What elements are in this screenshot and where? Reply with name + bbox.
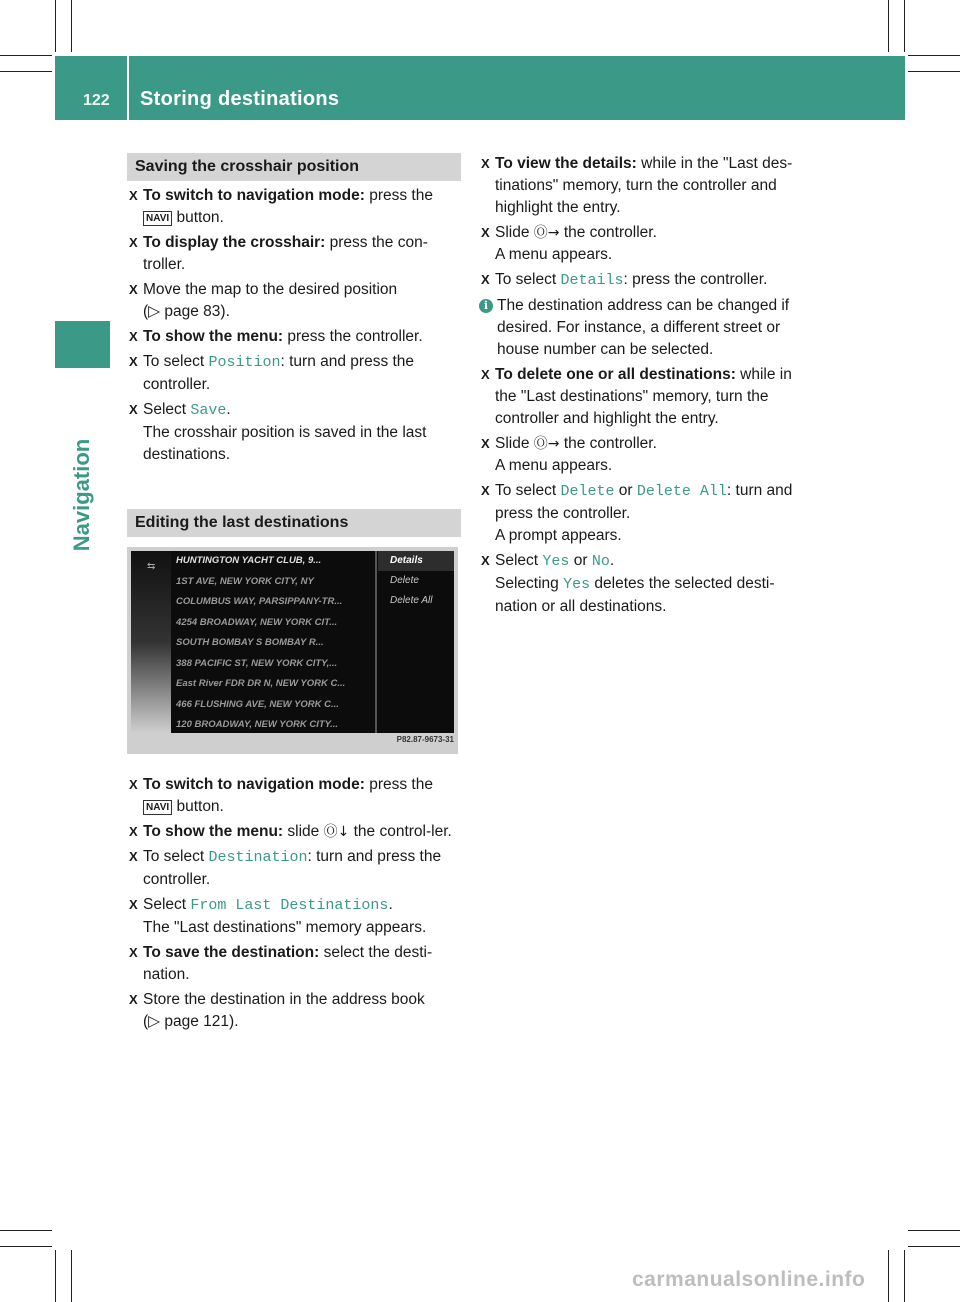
step-text: press the: [364, 187, 433, 204]
right-column: [479, 153, 814, 621]
crop-mark: [55, 1250, 56, 1302]
step-text: To select: [143, 848, 209, 865]
step-item: [127, 326, 461, 348]
step-text: the controller.: [559, 224, 657, 241]
step-arrow-icon: X: [481, 367, 490, 382]
destination-entry: 466 FLUSHING AVE, NEW YORK C...: [176, 698, 339, 710]
step-item: [127, 351, 461, 396]
crop-mark: [71, 1250, 72, 1302]
step-item: [479, 433, 814, 477]
controller-slide-right-icon: Ⓞ→: [533, 225, 560, 241]
step-text: the control-ler.: [349, 823, 452, 840]
step-text: select the desti-nation.: [143, 944, 433, 983]
step-item: [127, 279, 461, 323]
step-text: press the con-troller.: [143, 234, 428, 273]
step-bold: To switch to navigation mode:: [143, 776, 365, 793]
section-heading: Saving the crosshair position: [127, 153, 461, 181]
step-item: [127, 185, 461, 229]
step-bold: To delete one or all destinations:: [495, 366, 736, 383]
step-arrow-icon: X: [129, 282, 138, 297]
page-number: 122: [83, 92, 110, 109]
step-text: press the controller.: [283, 328, 423, 345]
step-bold: To show the menu:: [143, 328, 284, 345]
watermark: carmanualsonline.info: [632, 1268, 866, 1291]
step-arrow-icon: X: [129, 188, 138, 203]
step-text: or: [614, 482, 637, 499]
menu-term: Destination: [208, 849, 308, 866]
step-item: [479, 153, 814, 219]
controller-slide-right-icon: Ⓞ→: [533, 436, 560, 452]
step-arrow-icon: X: [481, 156, 490, 171]
menu-term: Delete: [560, 483, 615, 500]
step-item: [127, 989, 461, 1033]
step-result: A menu appears.: [495, 457, 613, 474]
step-text: To select: [495, 482, 561, 499]
step-item: [127, 846, 461, 891]
controller-slide-down-icon: Ⓞ↓: [323, 824, 350, 840]
crop-mark: [888, 0, 889, 52]
step-text: .: [226, 401, 231, 418]
step-text: To select: [143, 353, 209, 370]
step-text: while in the "Last des-tinations" memory, turn the controller and highlight the entry.: [495, 155, 793, 216]
crop-mark: [908, 1230, 960, 1231]
destination-entry: COLUMBUS WAY, PARSIPPANY-TR...: [176, 596, 343, 607]
destination-list: [176, 551, 376, 733]
menu-term: From Last Destinations: [190, 897, 389, 914]
header-divider: [127, 56, 129, 120]
step-text: Select: [143, 896, 191, 913]
menu-term: Yes: [542, 553, 570, 570]
step-arrow-icon: X: [129, 402, 138, 417]
step-item: [127, 399, 461, 466]
step-text: Slide: [495, 224, 534, 241]
destination-entry: HUNTINGTON YACHT CLUB, 9...: [176, 555, 322, 566]
step-text: or: [569, 552, 592, 569]
destination-entry: 4254 BROADWAY, NEW YORK CIT...: [176, 616, 338, 628]
step-item: [479, 550, 814, 618]
destination-entry: East River FDR DR N, NEW YORK C...: [176, 678, 346, 689]
chapter-label: Navigation: [69, 438, 94, 552]
step-text: button.: [172, 209, 224, 226]
navi-button-icon: NAVI: [143, 800, 172, 815]
step-bold: To show the menu:: [143, 823, 284, 840]
step-arrow-icon: X: [129, 235, 138, 250]
crop-mark: [908, 71, 960, 72]
step-item: [479, 364, 814, 430]
crop-mark: [904, 1250, 905, 1302]
step-arrow-icon: X: [129, 849, 138, 864]
menu-term: Yes: [563, 576, 591, 593]
step-text: To select: [495, 271, 561, 288]
step-result: The "Last destinations" memory appears.: [143, 919, 427, 936]
crop-mark: [888, 1250, 889, 1302]
step-text: slide: [283, 823, 320, 840]
crop-mark: [71, 0, 72, 52]
step-bold: To save the destination:: [143, 944, 320, 961]
step-item: [127, 774, 461, 818]
menu-term: Position: [208, 354, 281, 371]
step-text: Slide: [495, 435, 534, 452]
screen-separator: [375, 551, 377, 733]
step-arrow-icon: X: [481, 483, 490, 498]
step-text: while in the "Last destinations" memory, turn the controller and highlight the entry.: [495, 366, 792, 427]
step-arrow-icon: X: [129, 945, 138, 960]
step-result: Selecting: [495, 575, 564, 592]
note-text: The destination address can be changed if desired. For instance, a different street or house number can be selected.: [497, 297, 790, 358]
step-bold: To switch to navigation mode:: [143, 187, 365, 204]
page-reference: (▷ page 83).: [143, 303, 230, 320]
step-item: [479, 480, 814, 547]
screen-gradient-strip: [131, 551, 171, 733]
crop-mark: [0, 55, 52, 56]
menu-item-delete: Delete: [390, 575, 419, 586]
section-heading: Editing the last destinations: [127, 509, 461, 537]
step-text: : turn and press the controller.: [143, 848, 442, 888]
step-result: A menu appears.: [495, 246, 613, 263]
crop-mark: [55, 0, 56, 52]
step-text: the controller.: [559, 435, 657, 452]
step-text: Select: [143, 401, 191, 418]
menu-item-details: Details: [378, 551, 454, 571]
info-icon: i: [479, 299, 493, 313]
menu-item-delete-all: Delete All: [390, 595, 433, 606]
step-arrow-icon: X: [129, 824, 138, 839]
back-icon: ⇆: [147, 561, 156, 572]
step-item: [127, 232, 461, 276]
info-note: [479, 295, 814, 361]
navi-button-icon: NAVI: [143, 211, 172, 226]
step-item: [127, 942, 461, 986]
menu-term: Details: [560, 272, 624, 289]
step-result: The crosshair position is saved in the last destinations.: [143, 424, 427, 463]
page-reference: (▷ page 121).: [143, 1013, 239, 1030]
menu-term: No: [591, 553, 610, 570]
step-text: button.: [172, 798, 224, 815]
chapter-tab: [55, 321, 110, 368]
step-text: press the: [364, 776, 433, 793]
image-code: P82.87-9673-31: [396, 735, 454, 744]
step-text: .: [609, 552, 615, 569]
step-item: [479, 269, 814, 292]
step-arrow-icon: X: [129, 329, 138, 344]
screen-illustration: [127, 547, 458, 754]
screen-display: [131, 551, 454, 733]
step-bold: To display the crosshair:: [143, 234, 326, 251]
destination-entry: 388 PACIFIC ST, NEW YORK CITY,...: [176, 657, 338, 669]
destination-entry: SOUTH BOMBAY S BOMBAY R...: [176, 637, 324, 648]
crop-mark: [908, 1246, 960, 1247]
step-arrow-icon: X: [129, 897, 138, 912]
step-result: A prompt appears.: [495, 527, 622, 544]
menu-term: Delete All: [636, 483, 727, 500]
destination-entry: 1ST AVE, NEW YORK CITY, NY: [176, 575, 314, 587]
step-text: Move the map to the desired position: [143, 281, 398, 298]
step-text: Select: [495, 552, 543, 569]
step-item: [127, 894, 461, 939]
step-item: [127, 821, 461, 843]
crop-mark: [908, 55, 960, 56]
step-text: : press the controller.: [623, 271, 768, 288]
step-arrow-icon: X: [481, 553, 490, 568]
step-text: : turn and press the controller.: [143, 353, 415, 393]
step-arrow-icon: X: [129, 354, 138, 369]
step-arrow-icon: X: [129, 777, 138, 792]
page-title: Storing destinations: [140, 88, 340, 110]
crop-mark: [0, 1230, 52, 1231]
screen-menu: [378, 551, 454, 611]
crop-mark: [0, 71, 52, 72]
destination-entry: 120 BROADWAY, NEW YORK CITY...: [176, 719, 339, 730]
step-text: Store the destination in the address book: [143, 991, 425, 1008]
step-text: : turn and press the controller.: [495, 482, 793, 522]
step-text: .: [388, 896, 393, 913]
crop-mark: [904, 0, 905, 52]
left-column: [127, 153, 461, 1036]
menu-term: Save: [190, 402, 227, 419]
step-item: [479, 222, 814, 266]
step-bold: To view the details:: [495, 155, 637, 172]
step-arrow-icon: X: [481, 272, 490, 287]
step-arrow-icon: X: [481, 436, 490, 451]
step-arrow-icon: X: [481, 225, 490, 240]
crop-mark: [0, 1246, 52, 1247]
page-header: [55, 56, 905, 120]
step-result: deletes the selected desti-nation or all destinations.: [495, 575, 775, 615]
step-arrow-icon: X: [129, 992, 138, 1007]
